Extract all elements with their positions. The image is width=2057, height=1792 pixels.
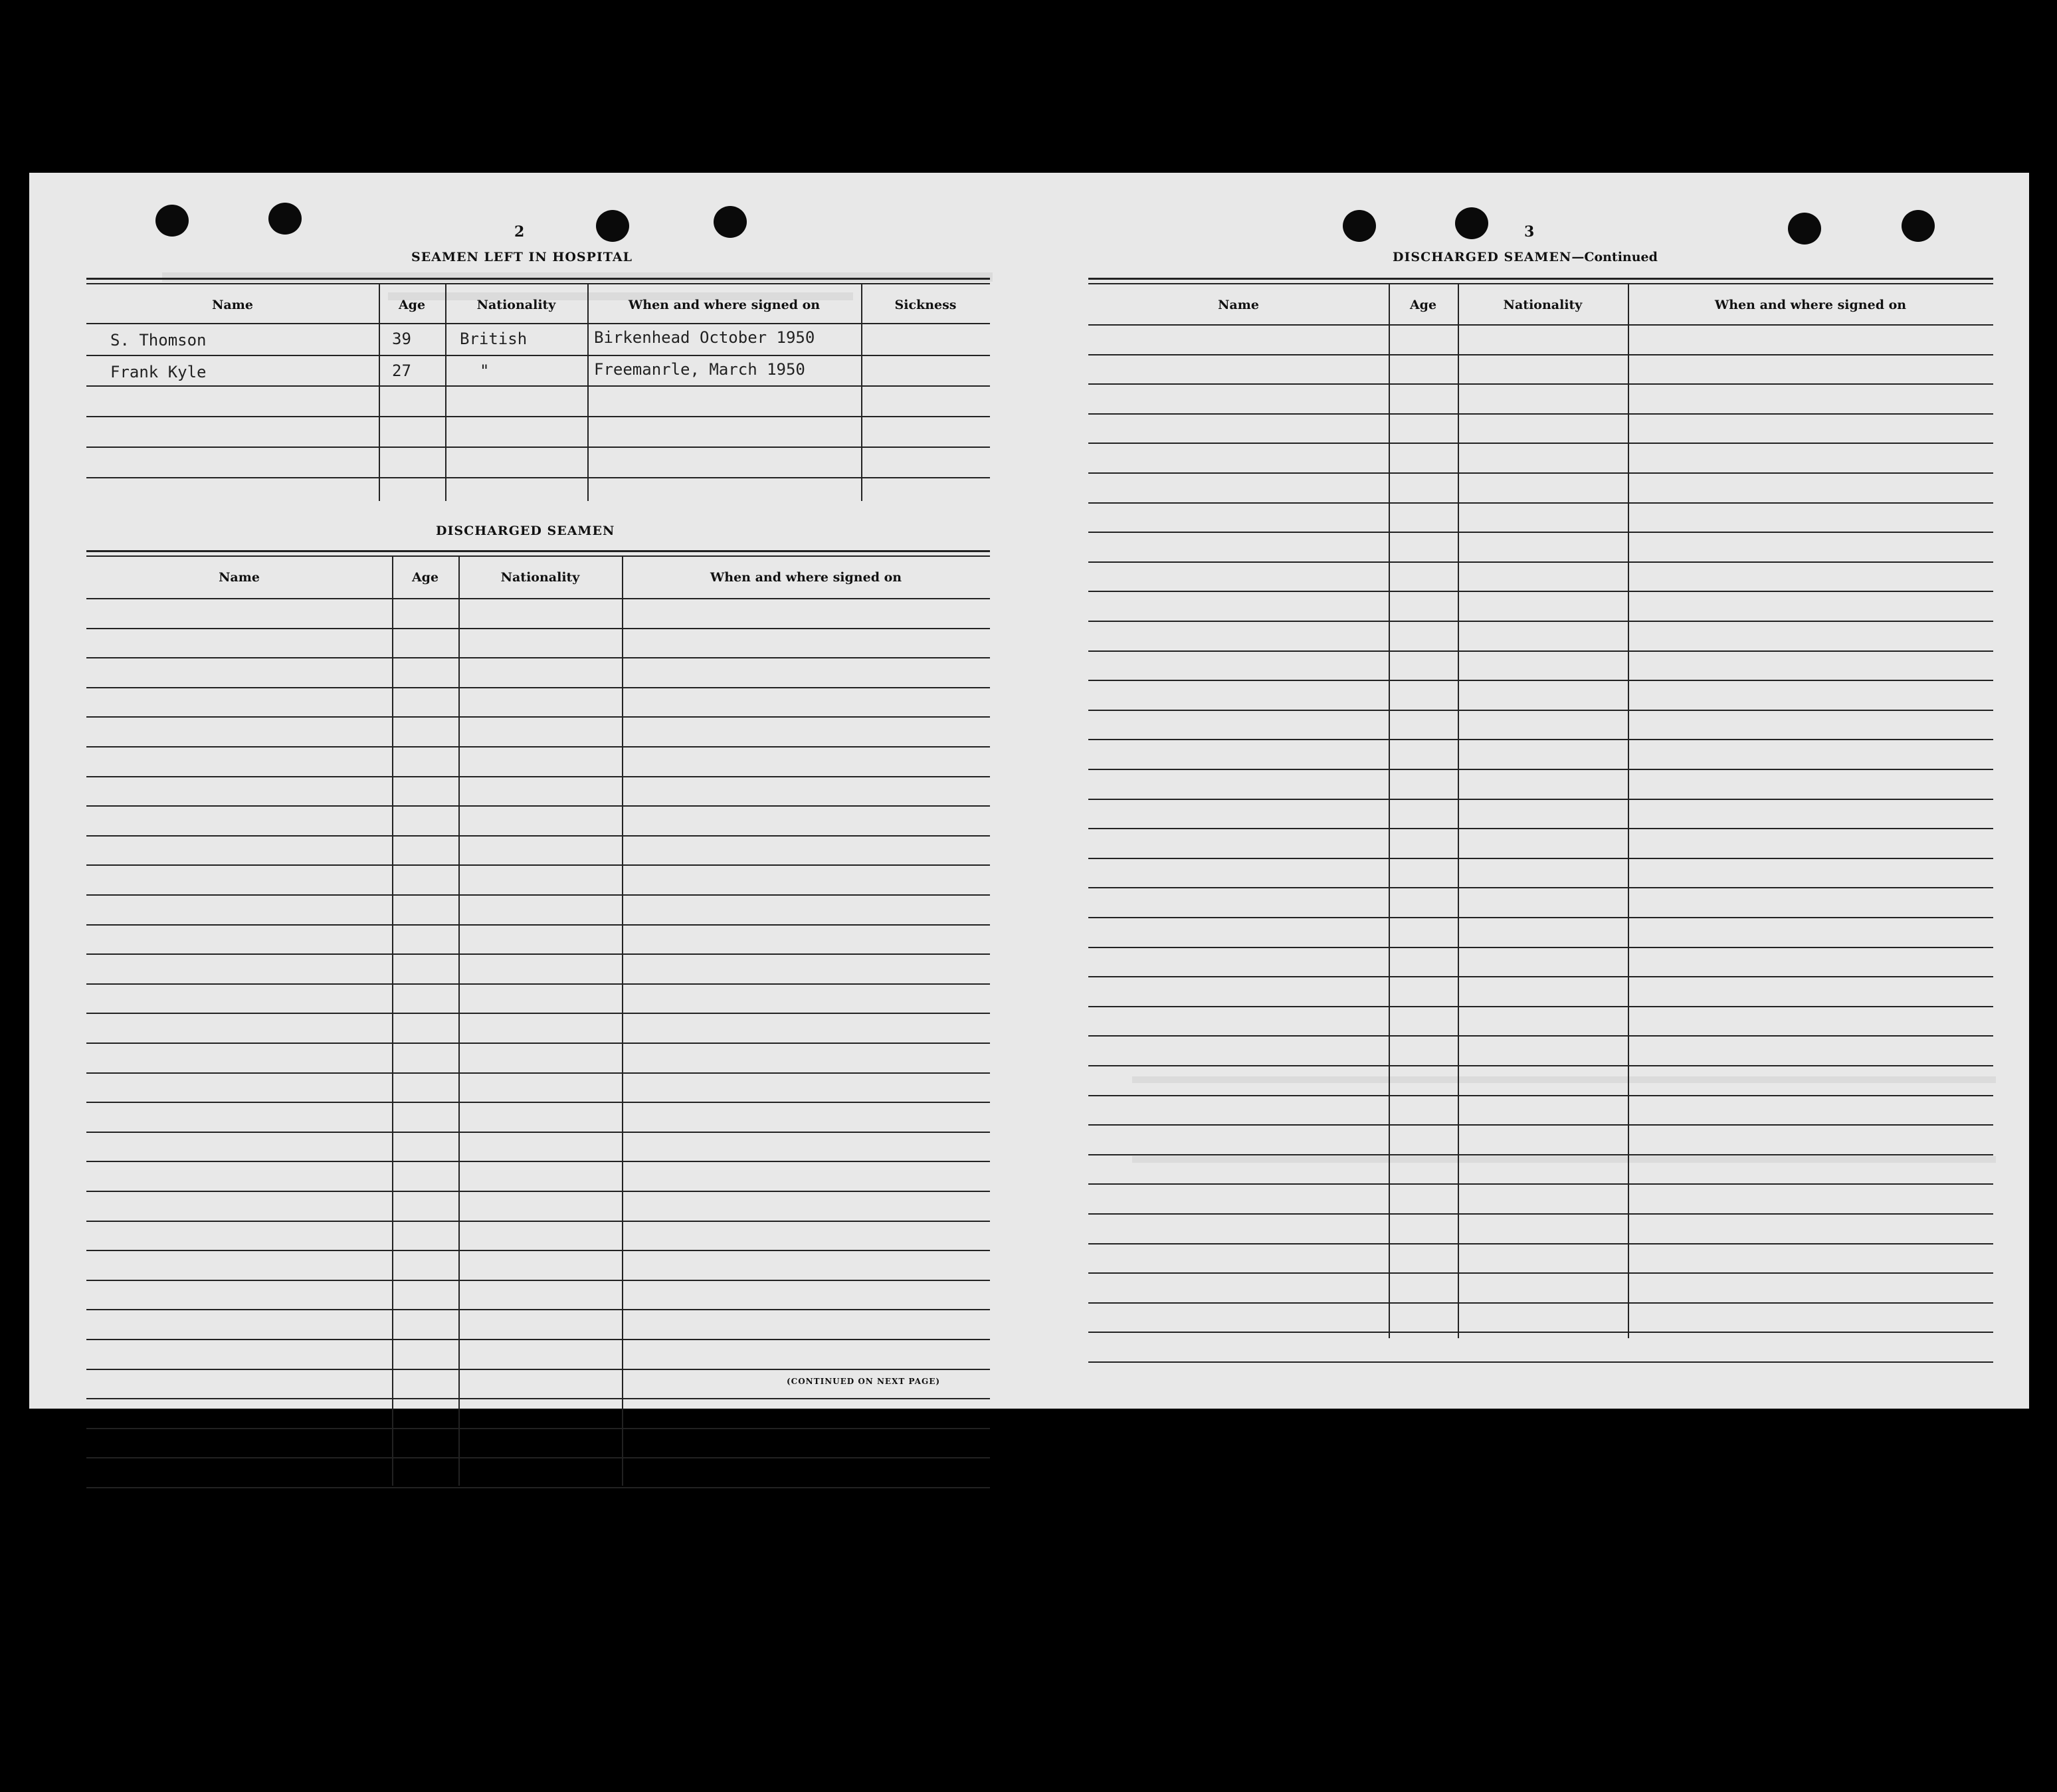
discharged-right-header-nationality: Nationality bbox=[1503, 298, 1583, 312]
table-rule bbox=[1088, 1272, 1993, 1274]
table-rule bbox=[1088, 917, 1993, 918]
table-rule bbox=[1088, 1035, 1993, 1037]
hospital-row-2-age: 27 bbox=[392, 361, 411, 380]
table-rule bbox=[1088, 1302, 1993, 1304]
table-rule bbox=[86, 1398, 990, 1399]
hospital-row-2-name: Frank Kyle bbox=[110, 363, 207, 381]
hospital-header-signed-on: When and where signed on bbox=[628, 298, 821, 312]
page-number-left: 2 bbox=[514, 223, 525, 241]
table-rule bbox=[86, 1191, 990, 1192]
table-rule bbox=[1088, 354, 1993, 355]
table-rule bbox=[1088, 1361, 1993, 1363]
table-rule bbox=[86, 1161, 990, 1162]
table-rule bbox=[1088, 621, 1993, 622]
table-rule bbox=[1088, 383, 1993, 385]
table-rule bbox=[86, 776, 990, 777]
table-rule bbox=[86, 1013, 990, 1014]
hospital-row-1-age: 39 bbox=[392, 330, 411, 348]
hospital-row-2-signed-on: Freemanrle, March 1950 bbox=[594, 360, 805, 379]
punch-hole bbox=[155, 205, 189, 237]
table-rule bbox=[86, 598, 990, 599]
table-rule bbox=[86, 657, 990, 658]
table-rule bbox=[86, 628, 990, 629]
table-rule bbox=[86, 835, 990, 837]
table-rule bbox=[1088, 680, 1993, 681]
table-rule bbox=[1088, 532, 1993, 533]
table-rule bbox=[1088, 502, 1993, 504]
table-rule bbox=[86, 687, 990, 688]
hospital-header-sickness: Sickness bbox=[894, 298, 957, 312]
table-rule bbox=[1088, 828, 1993, 829]
table-rule bbox=[86, 1043, 990, 1044]
table-rule bbox=[1088, 1154, 1993, 1155]
hospital-header-nationality: Nationality bbox=[476, 298, 556, 312]
hospital-header-age: Age bbox=[398, 298, 426, 312]
table-rule bbox=[1088, 1243, 1993, 1244]
table-rule bbox=[1088, 591, 1993, 592]
table-rule bbox=[1088, 324, 1993, 326]
table-rule bbox=[1088, 413, 1993, 415]
table-rule bbox=[1088, 1124, 1993, 1126]
table-rule bbox=[1088, 443, 1993, 444]
hospital-table bbox=[86, 278, 990, 501]
table-rule bbox=[86, 1072, 990, 1074]
table-rule bbox=[86, 716, 990, 718]
table-rule bbox=[86, 1457, 990, 1458]
discharged-title-right-text: DISCHARGED SEAMEN bbox=[1393, 250, 1572, 264]
punch-hole bbox=[596, 210, 629, 242]
table-rule bbox=[1088, 472, 1993, 474]
hospital-row-1-name: S. Thomson bbox=[110, 331, 207, 349]
table-rule bbox=[1088, 1006, 1993, 1007]
discharged-table-right bbox=[1088, 278, 1993, 1328]
table-rule bbox=[86, 1428, 990, 1429]
discharged-right-header-name: Name bbox=[1218, 298, 1259, 312]
table-rule bbox=[1088, 1213, 1993, 1215]
hospital-section-title: SEAMEN LEFT IN HOSPITAL bbox=[411, 250, 633, 264]
hospital-row-2-nationality: " bbox=[480, 361, 490, 380]
table-rule bbox=[1088, 1065, 1993, 1066]
punch-hole bbox=[1343, 210, 1376, 242]
page-number-right: 3 bbox=[1524, 223, 1535, 241]
table-rule bbox=[1088, 887, 1993, 888]
discharged-left-header-age: Age bbox=[411, 570, 439, 585]
discharged-section-title-right bbox=[1393, 250, 1658, 264]
table-rule bbox=[86, 805, 990, 807]
hospital-row-1-signed-on: Birkenhead October 1950 bbox=[594, 328, 815, 347]
punch-hole bbox=[268, 203, 302, 235]
hospital-header-name: Name bbox=[212, 298, 253, 312]
punch-hole bbox=[714, 206, 747, 238]
table-rule bbox=[1088, 1332, 1993, 1333]
table-rule bbox=[86, 924, 990, 926]
table-rule bbox=[86, 746, 990, 747]
table-rule bbox=[1088, 799, 1993, 800]
discharged-table-left bbox=[86, 550, 990, 1534]
table-rule bbox=[86, 1280, 990, 1281]
table-rule bbox=[1088, 561, 1993, 563]
discharged-right-header-age: Age bbox=[1409, 298, 1437, 312]
discharged-right-header-signed-on: When and where signed on bbox=[1714, 298, 1907, 312]
table-rule bbox=[1088, 1095, 1993, 1096]
discharged-left-header-name: Name bbox=[219, 570, 260, 585]
table-rule bbox=[86, 1309, 990, 1310]
table-rule bbox=[1088, 650, 1993, 652]
table-rule bbox=[1088, 739, 1993, 740]
punch-hole bbox=[1788, 213, 1821, 245]
punch-hole bbox=[1902, 210, 1935, 242]
continued-note: (CONTINUED ON NEXT PAGE) bbox=[787, 1377, 941, 1386]
table-rule bbox=[1088, 769, 1993, 770]
table-rule bbox=[86, 1132, 990, 1133]
table-rule bbox=[86, 1250, 990, 1251]
discharged-left-header-nationality: Nationality bbox=[500, 570, 580, 585]
hospital-row-1-nationality: British bbox=[460, 330, 528, 348]
continued-suffix: —Continued bbox=[1571, 250, 1658, 264]
table-rule bbox=[86, 1221, 990, 1222]
table-rule bbox=[1088, 858, 1993, 859]
table-rule bbox=[1088, 976, 1993, 977]
table-rule bbox=[86, 1339, 990, 1340]
table-rule bbox=[86, 983, 990, 985]
table-rule bbox=[86, 1102, 990, 1103]
table-rule bbox=[1088, 710, 1993, 711]
punch-hole bbox=[1455, 207, 1488, 239]
table-rule bbox=[86, 953, 990, 955]
document-sheet bbox=[29, 173, 2029, 1409]
table-rule bbox=[86, 864, 990, 866]
table-rule bbox=[86, 1487, 990, 1488]
table-rule bbox=[86, 1369, 990, 1370]
discharged-left-header-signed-on: When and where signed on bbox=[710, 570, 902, 585]
table-rule bbox=[1088, 947, 1993, 948]
table-rule bbox=[1088, 1183, 1993, 1185]
table-rule bbox=[86, 894, 990, 896]
discharged-section-title-left: DISCHARGED SEAMEN bbox=[436, 524, 615, 538]
